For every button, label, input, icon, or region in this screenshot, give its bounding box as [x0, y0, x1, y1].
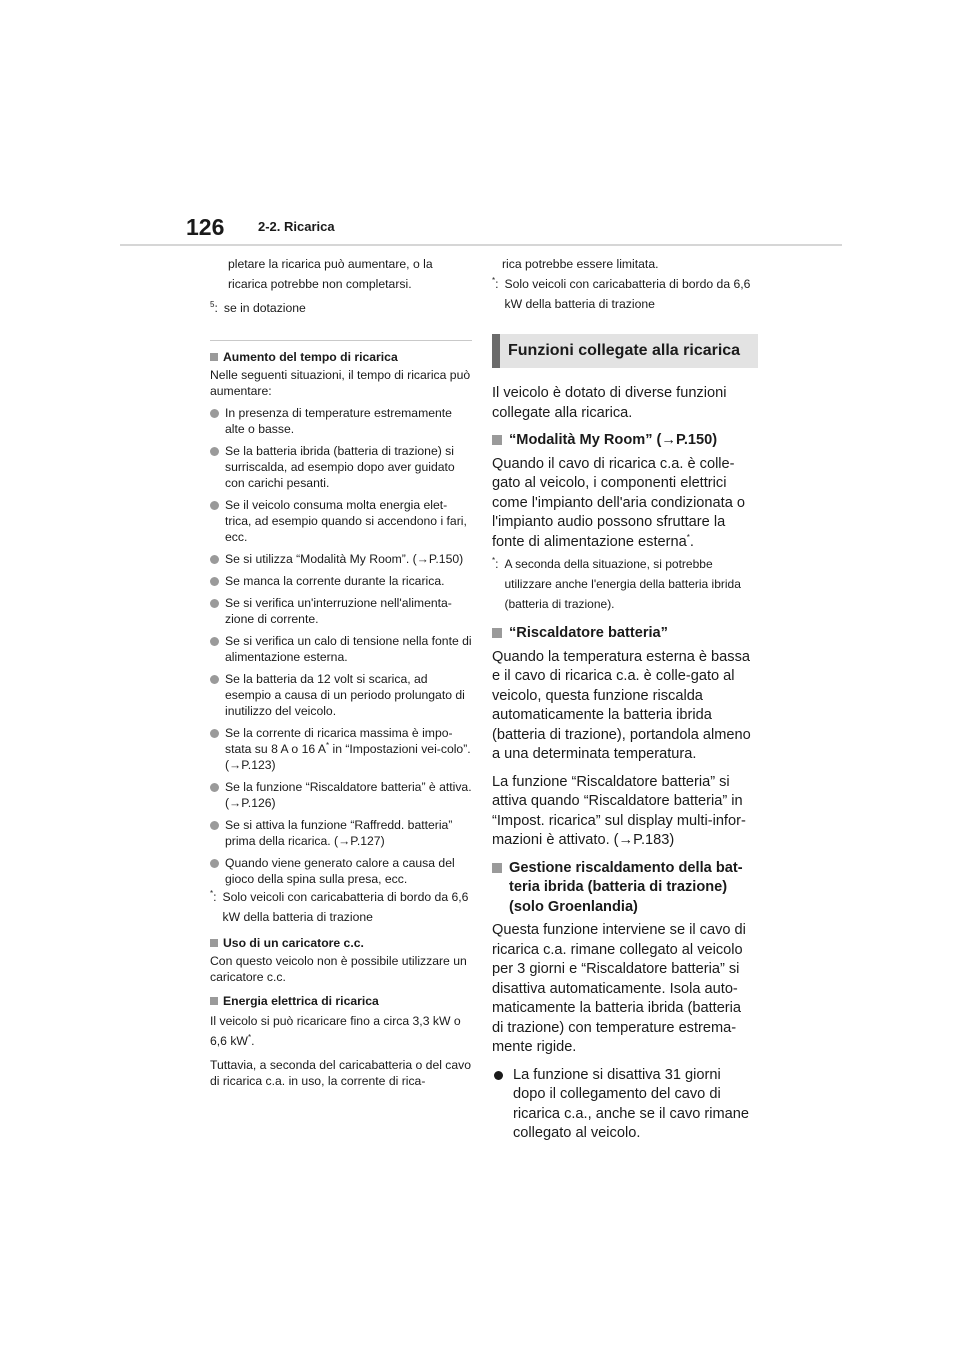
subheading-charging-power: Energia elettrica di ricarica	[210, 993, 472, 1009]
list-item: Se il veicolo consuma molta energia elet-trica, ad esempio quando si accendono i fari, ecc.	[210, 497, 472, 545]
square-bullet-icon	[210, 939, 218, 947]
bullet-icon	[210, 409, 219, 418]
list-item: Quando viene generato calore a causa del gioco della spina sulla presa, ecc.	[210, 855, 472, 887]
bullet-icon	[210, 599, 219, 608]
subheading-dc-charger: Uso di un caricatore c.c.	[210, 935, 472, 951]
square-bullet-icon	[210, 997, 218, 1005]
list-item: Se la funzione “Riscaldatore batteria” è attiva. (→P.126)	[210, 779, 472, 811]
square-bullet-icon	[492, 863, 502, 873]
footnote-asterisk: *: A seconda della situazione, si potrebbe utilizzare anche l'energia della batteria ibrida (batteria di trazione).	[492, 556, 741, 611]
subheading-heating-management: Gestione riscaldamento della bat-teria ibrida (batteria di trazione) (solo Groenlandia)	[492, 859, 754, 918]
section-title: 2-2. Ricarica	[258, 219, 335, 234]
bullet-icon	[210, 783, 219, 792]
paragraph: La funzione “Riscaldatore batteria” si attiva quando “Riscaldatore batteria” in “Impost. ricarica” sul display multi-infor-mazioni è attivato. (→P.183)	[492, 773, 746, 848]
page-number: 126	[186, 214, 225, 240]
bullet-icon	[210, 637, 219, 646]
list-item: Se la corrente di ricarica massima è impo-stata su 8 A o 16 A* in “Impostazioni vei-colo”. (→P.123)	[210, 725, 472, 773]
bullet-icon	[210, 577, 219, 586]
list-item: Se la batteria ibrida (batteria di trazione) si surriscalda, ad esempio dopo aver guidato con carichi pesanti.	[210, 443, 472, 491]
footnote-asterisk: *: Solo veicoli con caricabatteria di bordo da 6,6 kW della batteria di trazione	[492, 275, 751, 311]
list-item: Se si utilizza “Modalità My Room”. (→P.150)	[210, 551, 472, 567]
bullet-icon	[210, 447, 219, 456]
list-item: In presenza di temperature estremamente alte o basse.	[210, 405, 472, 437]
paragraph: Questa funzione interviene se il cavo di ricarica c.a. rimane collegato al veicolo per 3 giorni e “Riscaldatore batteria” si disattiva automaticamente. Isola auto-maticamente la batteria ibrida (batteria di trazione) con temperature estrema-mente rigide.	[492, 922, 746, 1055]
paragraph: Quando la temperatura esterna è bassa e il cavo di ricarica c.a. è colle-gato al veicolo, questa funzione riscalda automaticamente la batteria ibrida (batteria di trazione), portandola almeno a una determinata temperatura.	[492, 648, 751, 762]
paragraph: Il veicolo è dotato di diverse funzioni collegate alla ricarica.	[492, 385, 727, 421]
bullet-icon	[210, 555, 219, 564]
square-bullet-icon	[492, 435, 502, 445]
divider	[210, 340, 472, 341]
list-item: La funzione si disattiva 31 giorni dopo il collegamento del cavo di ricarica c.a., anche se il cavo rimane collegato al veicolo.	[492, 1066, 754, 1144]
square-bullet-icon	[492, 628, 502, 638]
list-item: Se si verifica un'interruzione nell'alimenta-zione di corrente.	[210, 595, 472, 627]
bullet-icon	[210, 859, 219, 868]
bullet-icon	[210, 675, 219, 684]
continuation-text: rica potrebbe essere limitata.	[502, 257, 659, 271]
footnote-asterisk: *: Solo veicoli con caricabatteria di bordo da 6,6 kW della batteria di trazione	[210, 888, 469, 924]
left-column	[210, 254, 472, 1095]
bullet-icon	[210, 729, 219, 738]
continuation-text: pletare la ricarica può aumentare, o la ricarica potrebbe non completarsi.	[228, 257, 433, 291]
paragraph: Quando il cavo di ricarica c.a. è colle-gato al veicolo, i componenti elettrici come l'impianto dell'aria condizionata o l'impianto audio possono sfruttare la fonte di alimentazione esterna*.	[492, 455, 745, 550]
list-item: Se la batteria da 12 volt si scarica, ad esempio a causa di un periodo prolungato di inutilizzo del veicolo.	[210, 671, 472, 719]
paragraph: Il veicolo si può ricaricare fino a circa 3,3 kW o 6,6 kW*.	[210, 1014, 461, 1048]
footnote-5	[210, 298, 472, 318]
footnote-mark: $^5$:	[210, 299, 218, 315]
right-column	[492, 254, 754, 1144]
list-item: Se manca la corrente durante la ricarica.	[210, 573, 472, 589]
bullet-icon	[494, 1071, 503, 1080]
paragraph: Tuttavia, a seconda del caricabatteria o del cavo di ricarica c.a. in uso, la corrente di rica-	[210, 1058, 472, 1088]
paragraph: Nelle seguenti situazioni, il tempo di ricarica può aumentare:	[210, 368, 471, 398]
footnote-text: se in dotazione	[223, 301, 306, 315]
list-item: Se si verifica un calo di tensione nella fonte di alimentazione esterna.	[210, 633, 472, 665]
list-item: Se si attiva la funzione “Raffredd. batteria” prima della ricarica. (→P.127)	[210, 817, 472, 849]
bullet-icon	[210, 821, 219, 830]
square-bullet-icon	[210, 353, 218, 361]
paragraph: Con questo veicolo non è possibile utilizzare un caricatore c.c.	[210, 954, 467, 984]
subheading-my-room: “Modalità My Room” (→P.150)	[492, 431, 754, 451]
header-rule	[120, 244, 842, 246]
bullet-icon	[210, 501, 219, 510]
section-banner: Funzioni collegate alla ricarica	[492, 334, 758, 368]
subheading-battery-heater: “Riscaldatore batteria”	[492, 624, 754, 644]
subheading-charging-time: Aumento del tempo di ricarica	[210, 349, 472, 365]
